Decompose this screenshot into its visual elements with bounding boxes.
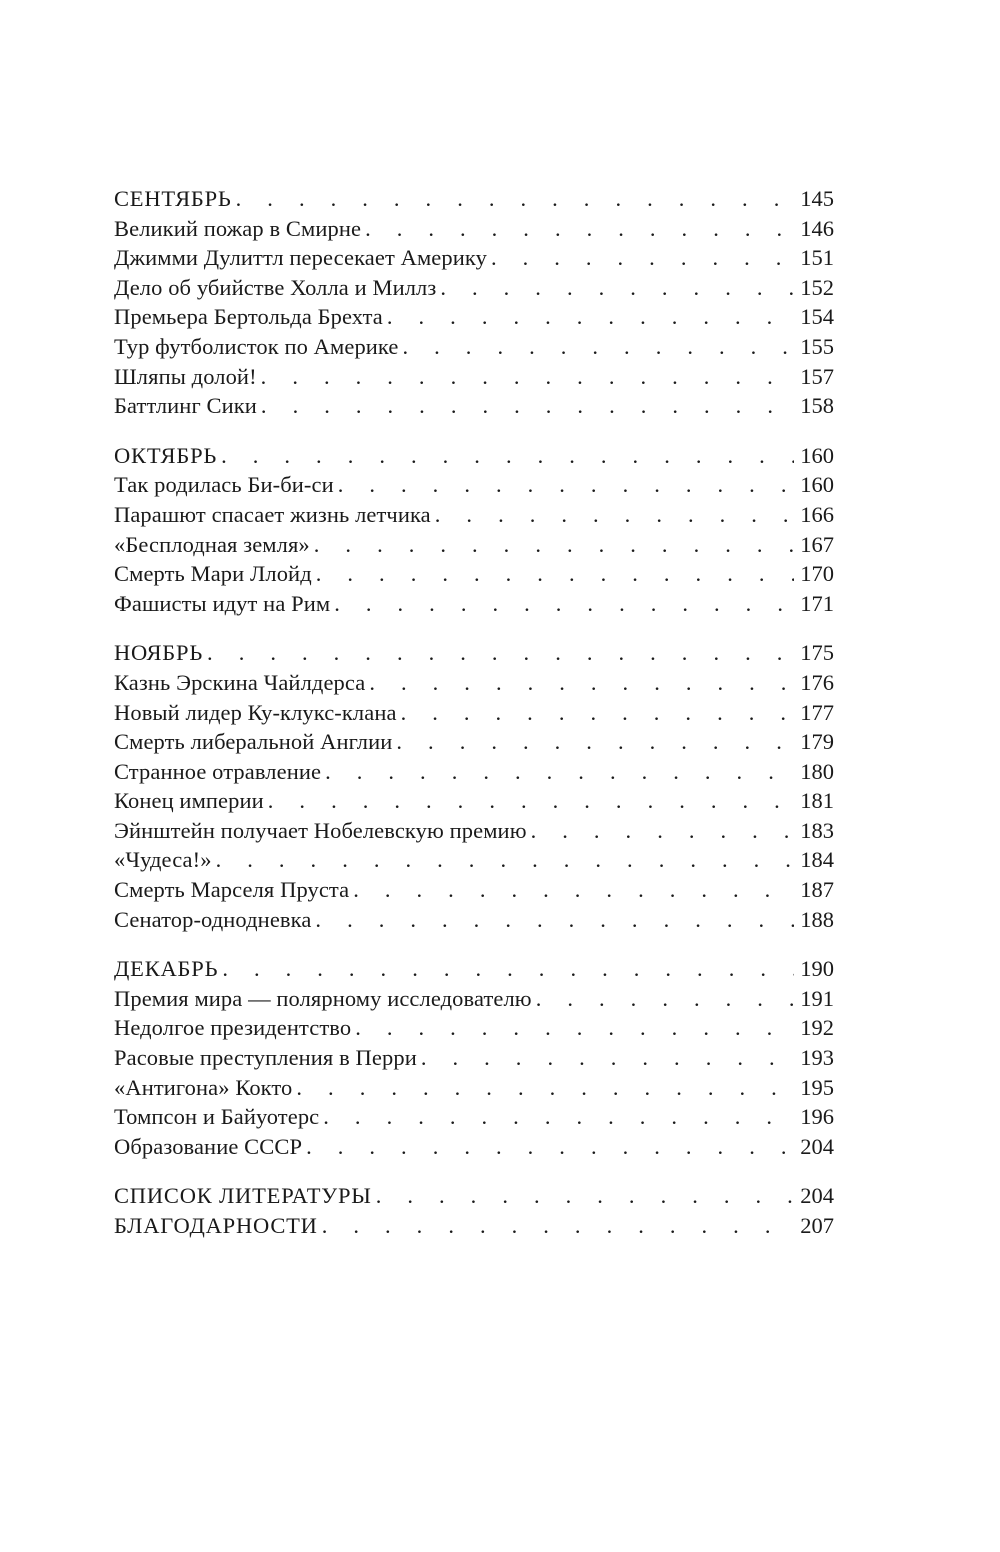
toc-section-september (114, 184, 834, 421)
toc-entry-title: Джимми Дулиттл пересекает Америку (114, 245, 487, 271)
dot-leader (421, 1043, 794, 1073)
toc-page-number: 175 (800, 640, 834, 666)
toc-page-number: 188 (800, 906, 834, 932)
toc-entry-title: Странное отравление (114, 758, 322, 784)
toc-page-number: 190 (800, 956, 834, 982)
table-of-contents (114, 184, 834, 1241)
toc-heading-title: СЕНТЯБРЬ (114, 186, 232, 211)
toc-page-number: 180 (800, 758, 834, 784)
toc-entry (114, 668, 834, 698)
dot-leader (435, 500, 794, 530)
toc-section-heading (114, 1181, 834, 1211)
toc-page-number: 207 (800, 1213, 834, 1238)
toc-entry (114, 214, 834, 244)
toc-entry-title: Великий пожар в Смирне (114, 215, 362, 241)
toc-entry-title: Расовые преступления в Перри (114, 1045, 417, 1071)
dot-leader (353, 875, 794, 905)
toc-page-number: 160 (800, 442, 834, 468)
toc-heading-title: БЛАГОДАРНОСТИ (114, 1213, 318, 1238)
toc-entry-title: Премьера Бертольда Брехта (114, 304, 383, 330)
toc-entry-title: Дело об убийстве Холла и Миллз (114, 274, 437, 300)
dot-leader (322, 1211, 794, 1241)
toc-entry-title: Тур футболисток по Америке (114, 333, 399, 359)
toc-entry (114, 589, 834, 619)
toc-heading-title: ОКТЯБРЬ (114, 442, 218, 468)
toc-page-number: 181 (800, 788, 834, 814)
toc-page-number: 151 (800, 245, 834, 271)
dot-leader (221, 441, 794, 471)
toc-page-number: 191 (800, 985, 834, 1011)
dot-leader (440, 273, 794, 303)
toc-entry-title: Конец империи (114, 788, 264, 814)
toc-page-number: 155 (800, 333, 834, 359)
toc-page-number: 145 (800, 186, 834, 211)
toc-entry (114, 530, 834, 560)
dot-leader (338, 470, 794, 500)
toc-entry (114, 757, 834, 787)
dot-leader (491, 243, 794, 273)
dot-leader (325, 757, 794, 787)
toc-entry-title: Образование СССР (114, 1133, 303, 1159)
toc-entry (114, 243, 834, 273)
toc-entry-title: «Чудеса!» (114, 847, 212, 873)
toc-entry (114, 727, 834, 757)
toc-entry-title: Баттлинг Сики (114, 393, 257, 419)
dot-leader (236, 184, 794, 214)
toc-entry-title: Смерть Марселя Пруста (114, 877, 350, 903)
toc-page-number: 154 (800, 304, 834, 330)
dot-leader (261, 391, 794, 421)
toc-entry-title: Смерть Мари Ллойд (114, 561, 312, 587)
toc-entry-title: Так родилась Би-би-си (114, 472, 334, 498)
toc-page-number: 152 (800, 274, 834, 300)
toc-entry (114, 470, 834, 500)
toc-entry (114, 302, 834, 332)
toc-entry (114, 332, 834, 362)
toc-page-number: 184 (800, 847, 834, 873)
toc-entry (114, 816, 834, 846)
toc-entry (114, 905, 834, 935)
toc-section-heading (114, 184, 834, 214)
toc-entry (114, 875, 834, 905)
dot-leader (222, 954, 794, 984)
dot-leader (323, 1102, 794, 1132)
toc-heading-title: НОЯБРЬ (114, 640, 204, 666)
toc-page-number: 157 (800, 363, 834, 389)
toc-section-heading (114, 638, 834, 668)
dot-leader (316, 559, 794, 589)
toc-page-number: 146 (800, 215, 834, 241)
toc-back-matter (114, 1181, 834, 1240)
toc-page-number: 167 (800, 531, 834, 557)
toc-entry-title: «Антигона» Кокто (114, 1074, 293, 1100)
dot-leader (396, 727, 794, 757)
toc-page-number: 204 (800, 1183, 834, 1209)
dot-leader (403, 332, 795, 362)
toc-entry (114, 698, 834, 728)
toc-entry (114, 500, 834, 530)
toc-entry (114, 273, 834, 303)
toc-entry (114, 559, 834, 589)
toc-entry-title: Премия мира — полярному исследователю (114, 985, 532, 1011)
toc-page-number: 204 (800, 1133, 834, 1159)
toc-section-november (114, 638, 834, 934)
dot-leader (315, 905, 794, 935)
toc-page-number: 195 (800, 1074, 834, 1100)
dot-leader (314, 530, 794, 560)
dot-leader (216, 845, 794, 875)
dot-leader (365, 214, 794, 244)
toc-page-number: 171 (800, 590, 834, 616)
toc-page-number: 158 (800, 393, 834, 419)
toc-page-number: 192 (800, 1015, 834, 1041)
toc-page-number: 183 (800, 817, 834, 843)
toc-entry-title: Казнь Эрскина Чайлдерса (114, 669, 366, 695)
toc-page-number: 160 (800, 472, 834, 498)
dot-leader (268, 786, 794, 816)
toc-entry (114, 1013, 834, 1043)
toc-page-number: 170 (800, 561, 834, 587)
dot-leader (536, 984, 794, 1014)
dot-leader (387, 302, 794, 332)
toc-page-number: 187 (800, 877, 834, 903)
toc-entry (114, 391, 834, 421)
dot-leader (531, 816, 794, 846)
toc-page-number: 166 (800, 501, 834, 527)
toc-page-number: 177 (800, 699, 834, 725)
toc-entry (114, 984, 834, 1014)
toc-section-october (114, 441, 834, 619)
toc-section-heading (114, 1211, 834, 1241)
toc-entry (114, 362, 834, 392)
toc-entry-title: Эйнштейн получает Нобелевскую премию (114, 817, 527, 843)
toc-entry-title: Фашисты идут на Рим (114, 590, 331, 616)
toc-page-number: 193 (800, 1045, 834, 1071)
toc-entry-title: Сенатор-однодневка (114, 906, 312, 932)
toc-entry-title: «Бесплодная земля» (114, 531, 310, 557)
dot-leader (296, 1073, 794, 1103)
toc-page-number: 196 (800, 1104, 834, 1130)
dot-leader (207, 638, 794, 668)
toc-page-number: 179 (800, 729, 834, 755)
toc-page-number: 176 (800, 669, 834, 695)
dot-leader (261, 362, 794, 392)
toc-heading-title: СПИСОК ЛИТЕРАТУРЫ (114, 1183, 372, 1209)
toc-heading-title: ДЕКАБРЬ (114, 956, 219, 982)
toc-section-heading (114, 954, 834, 984)
toc-entry (114, 1043, 834, 1073)
toc-entry (114, 1102, 834, 1132)
dot-leader (401, 698, 794, 728)
toc-entry-title: Томпсон и Байуотерс (114, 1104, 320, 1130)
dot-leader (306, 1132, 794, 1162)
dot-leader (369, 668, 794, 698)
toc-entry (114, 1073, 834, 1103)
toc-entry-title: Недолгое президентство (114, 1015, 352, 1041)
dot-leader (334, 589, 794, 619)
toc-entry (114, 845, 834, 875)
toc-entry-title: Парашют спасает жизнь летчика (114, 501, 431, 527)
dot-leader (376, 1181, 794, 1211)
toc-entry (114, 786, 834, 816)
toc-entry-title: Смерть либеральной Англии (114, 729, 393, 755)
toc-entry (114, 1132, 834, 1162)
toc-entry-title: Шляпы долой! (114, 363, 257, 389)
toc-entry-title: Новый лидер Ку-клукс-клана (114, 699, 397, 725)
toc-section-december (114, 954, 834, 1161)
dot-leader (355, 1013, 794, 1043)
toc-section-heading (114, 441, 834, 471)
